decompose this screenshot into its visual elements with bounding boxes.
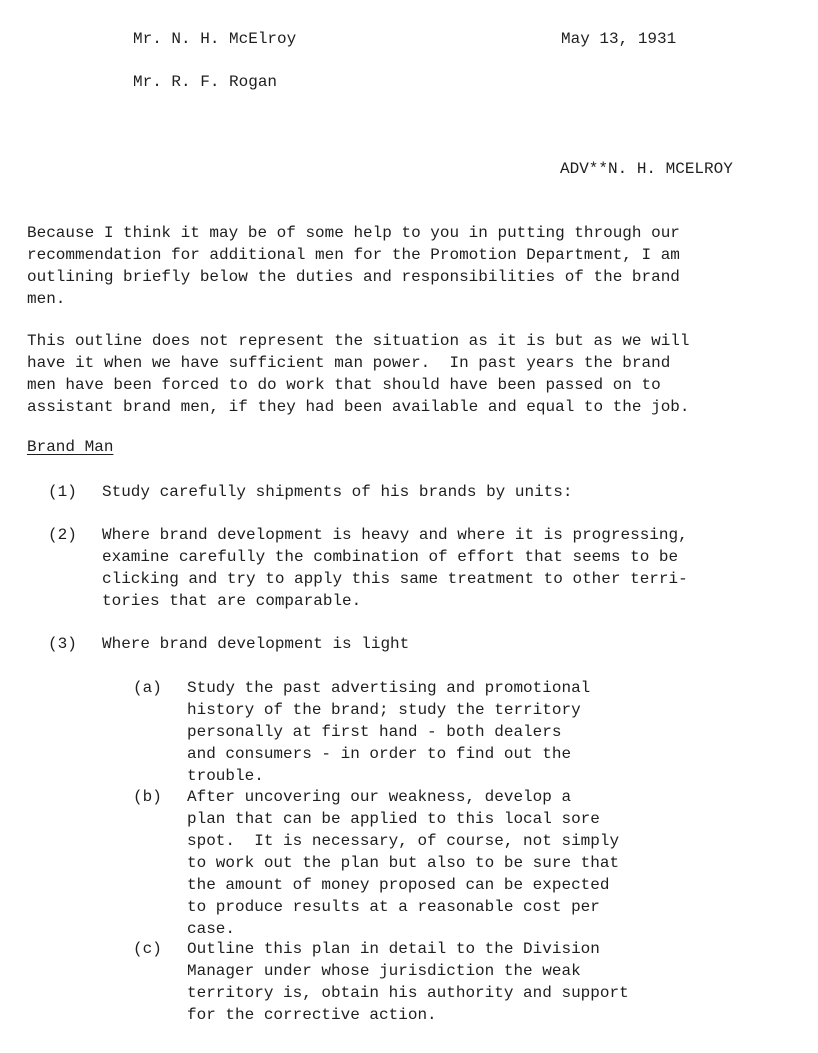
item-number: (3) — [48, 635, 77, 653]
subitem-line: Outline this plan in detail to the Division — [187, 940, 600, 958]
item-number: (2) — [48, 526, 77, 544]
subitem-letter: (a) — [133, 679, 162, 697]
item-line: tories that are comparable. — [102, 592, 362, 610]
section-heading: Brand Man — [27, 438, 114, 456]
subitem-letter: (c) — [133, 940, 162, 958]
item-line: Where brand development is heavy and where it is progressing, — [102, 526, 688, 544]
paragraph-line: outlining briefly below the duties and responsibilities of the brand — [27, 268, 680, 286]
item-line: examine carefully the combination of effort that seems to be — [102, 548, 679, 566]
item-line: Study carefully shipments of his brands by units: — [102, 483, 573, 501]
subitem-line: case. — [187, 920, 236, 938]
subitem-line: territory is, obtain his authority and support — [187, 984, 629, 1002]
subitem-line: the amount of money proposed can be expected — [187, 876, 610, 894]
subitem-line: history of the brand; study the territory — [187, 701, 581, 719]
subitem-line: for the corrective action. — [187, 1006, 437, 1024]
subitem-line: plan that can be applied to this local sore — [187, 810, 600, 828]
paragraph-line: This outline does not represent the situation as it is but as we will — [27, 332, 690, 350]
subitem-line: to produce results at a reasonable cost per — [187, 898, 600, 916]
subitem-line: After uncovering our weakness, develop a — [187, 788, 572, 806]
subitem-line: Manager under whose jurisdiction the weak — [187, 962, 581, 980]
subitem-line: personally at first hand - both dealers — [187, 723, 562, 741]
memo-to: Mr. N. H. McElroy — [133, 30, 297, 48]
memo-reference: ADV**N. H. MCELROY — [560, 160, 733, 178]
subitem-line: to work out the plan but also to be sure that — [187, 854, 620, 872]
item-number: (1) — [48, 483, 77, 501]
item-line: clicking and try to apply this same treatment to other terri- — [102, 570, 688, 588]
paragraph-line: men. — [27, 290, 66, 308]
paragraph-line: assistant brand men, if they had been available and equal to the job. — [27, 398, 690, 416]
subitem-line: Study the past advertising and promotional — [187, 679, 591, 697]
item-line: Where brand development is light — [102, 635, 410, 653]
memo-from: Mr. R. F. Rogan — [133, 73, 278, 91]
subitem-line: spot. It is necessary, of course, not simply — [187, 832, 620, 850]
paragraph-line: Because I think it may be of some help to you in putting through our — [27, 224, 680, 242]
paragraph-line: men have been forced to do work that should have been passed on to — [27, 376, 661, 394]
memo-date: May 13, 1931 — [561, 30, 677, 48]
subitem-line: and consumers - in order to find out the — [187, 745, 572, 763]
subitem-line: trouble. — [187, 767, 264, 785]
paragraph-line: recommendation for additional men for the Promotion Department, I am — [27, 246, 680, 264]
paragraph-line: have it when we have sufficient man power. In past years the brand — [27, 354, 671, 372]
subitem-letter: (b) — [133, 788, 162, 806]
